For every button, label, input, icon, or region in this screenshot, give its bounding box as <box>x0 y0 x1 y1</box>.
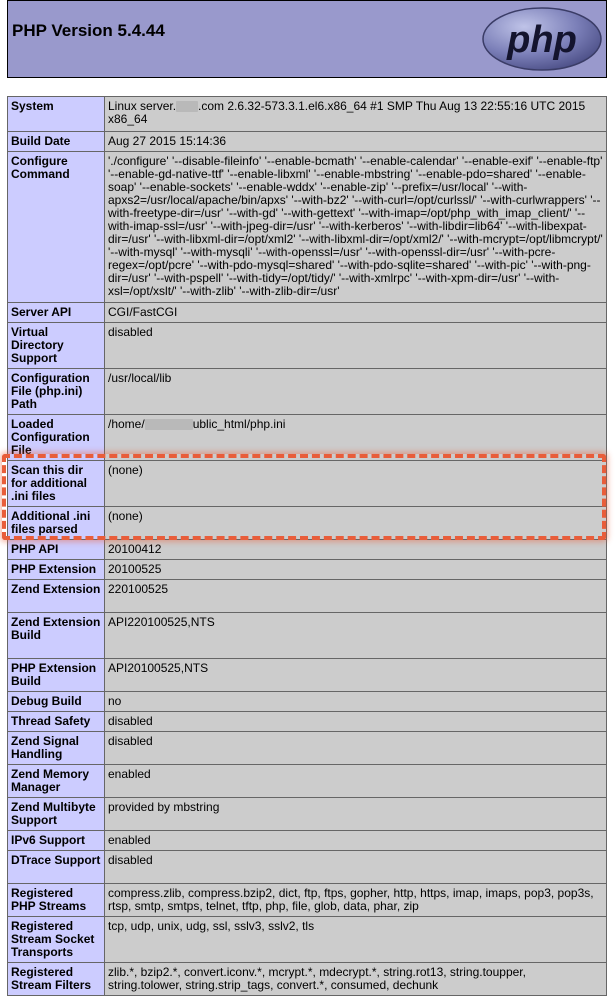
table-row <box>8 732 607 765</box>
row-value: (none) <box>105 507 607 540</box>
table-row <box>8 97 607 132</box>
table-row <box>8 415 607 461</box>
row-label: Zend Multibyte Support <box>8 798 105 831</box>
table-row <box>8 152 607 303</box>
table-row <box>8 917 607 963</box>
table-row <box>8 507 607 540</box>
row-label: IPv6 Support <box>8 831 105 851</box>
table-row <box>8 580 607 613</box>
row-label: Scan this dir for additional .ini files <box>8 461 105 507</box>
row-value: 20100412 <box>105 540 607 560</box>
table-row <box>8 560 607 580</box>
row-value: './configure' '--disable-fileinfo' '--enable-bcmath' '--enable-calendar' '--enable-exif' '--enable-ftp' '--enable-gd-native-ttf' '--enable-libxml' '--enable-mbstring' '--enable-pdo=shared' '--enable-soap' '--enable-sockets' '--enable-wddx' '--enable-zip' '--prefix=/usr/local' '--with-apxs2=/usr/local/apache/bin/apxs' '--with-bz2' '--with-curl=/opt/curlssl/' '--with-curlwrappers' '--with-freetype-dir=/usr' '--with-gd' '--with-gettext' '--with-imap=/opt/php_with_imap_client/' '--with-imap-ssl=/usr' '--with-jpeg-dir=/usr' '--with-kerberos' '--with-libdir=lib64' '--with-libexpat-dir=/usr' '--with-libxml-dir=/opt/xml2' '--with-libxml-dir=/opt/xml2/' '--with-mcrypt=/opt/libmcrypt/' '--with-mysql' '--with-mysqli' '--with-openssl=/usr' '--with-openssl-dir=/usr' '--with-pcre-regex=/opt/pcre' '--with-pdo-mysql=shared' '--with-pdo-sqlite=shared' '--with-pic' '--with-png-dir=/usr' '--with-pspell' '--with-tidy=/opt/tidy/' '--with-xmlrpc' '--with-xpm-dir=/usr' '--with-xsl=/opt/xslt/' '--with-zlib' '--with-zlib-dir=/usr' <box>105 152 607 303</box>
row-value: 220100525 <box>105 580 607 613</box>
row-label: Zend Memory Manager <box>8 765 105 798</box>
row-label: Configure Command <box>8 152 105 303</box>
row-label: Loaded Configuration File <box>8 415 105 461</box>
row-label: Configuration File (php.ini) Path <box>8 369 105 415</box>
row-label: Registered Stream Socket Transports <box>8 917 105 963</box>
table-row <box>8 884 607 917</box>
phpinfo-table <box>7 96 607 996</box>
row-value: enabled <box>105 765 607 798</box>
row-value: Linux server. .com 2.6.32-573.3.1.el6.x86_64 #1 SMP Thu Aug 13 22:55:16 UTC 2015 x86_64 <box>105 97 607 132</box>
row-value: disabled <box>105 732 607 765</box>
row-label: Zend Extension <box>8 580 105 613</box>
row-label: Debug Build <box>8 692 105 712</box>
redacted-text <box>145 419 193 430</box>
redacted-text <box>176 101 198 112</box>
row-value: /usr/local/lib <box>105 369 607 415</box>
row-label: Thread Safety <box>8 712 105 732</box>
row-value: enabled <box>105 831 607 851</box>
row-value: disabled <box>105 323 607 369</box>
row-label: Server API <box>8 303 105 323</box>
row-value: no <box>105 692 607 712</box>
row-label: Virtual Directory Support <box>8 323 105 369</box>
row-label: PHP Extension Build <box>8 659 105 692</box>
table-row <box>8 369 607 415</box>
row-label: Zend Signal Handling <box>8 732 105 765</box>
row-label: Additional .ini files parsed <box>8 507 105 540</box>
table-row <box>8 798 607 831</box>
table-row <box>8 765 607 798</box>
row-value: Aug 27 2015 15:14:36 <box>105 132 607 152</box>
page-title: PHP Version 5.4.44 <box>12 21 165 40</box>
table-row <box>8 303 607 323</box>
row-value: tcp, udp, unix, udg, ssl, sslv3, sslv2, tls <box>105 917 607 963</box>
row-value: /home/ ublic_html/php.ini <box>105 415 607 461</box>
table-row <box>8 692 607 712</box>
row-value: compress.zlib, compress.bzip2, dict, ftp, ftps, gopher, http, https, imap, imaps, pop3, pop3s, rtsp, smtp, smtps, telnet, tftp, php, file, glob, data, phar, zip <box>105 884 607 917</box>
row-label: PHP API <box>8 540 105 560</box>
row-value: zlib.*, bzip2.*, convert.iconv.*, mcrypt.*, mdecrypt.*, string.rot13, string.toupper, string.tolower, string.strip_tags, convert.*, consumed, dechunk <box>105 963 607 996</box>
row-value: (none) <box>105 461 607 507</box>
row-label: System <box>8 97 105 132</box>
table-row <box>8 132 607 152</box>
row-label: Registered PHP Streams <box>8 884 105 917</box>
row-label: Registered Stream Filters <box>8 963 105 996</box>
row-label: Zend Extension Build <box>8 613 105 659</box>
row-value: CGI/FastCGI <box>105 303 607 323</box>
row-label: Build Date <box>8 132 105 152</box>
table-row <box>8 461 607 507</box>
row-value: API20100525,NTS <box>105 659 607 692</box>
table-row <box>8 712 607 732</box>
table-row <box>8 323 607 369</box>
table-row <box>8 540 607 560</box>
table-row <box>8 851 607 884</box>
table-row <box>8 659 607 692</box>
phpinfo-header <box>7 0 607 78</box>
row-value: disabled <box>105 712 607 732</box>
row-value: disabled <box>105 851 607 884</box>
row-value: API220100525,NTS <box>105 613 607 659</box>
row-label: PHP Extension <box>8 560 105 580</box>
row-value: 20100525 <box>105 560 607 580</box>
table-row <box>8 963 607 996</box>
row-value: provided by mbstring <box>105 798 607 831</box>
row-label: DTrace Support <box>8 851 105 884</box>
table-row <box>8 613 607 659</box>
php-logo-text: php <box>507 19 577 61</box>
table-row <box>8 831 607 851</box>
php-logo-icon <box>481 6 603 72</box>
